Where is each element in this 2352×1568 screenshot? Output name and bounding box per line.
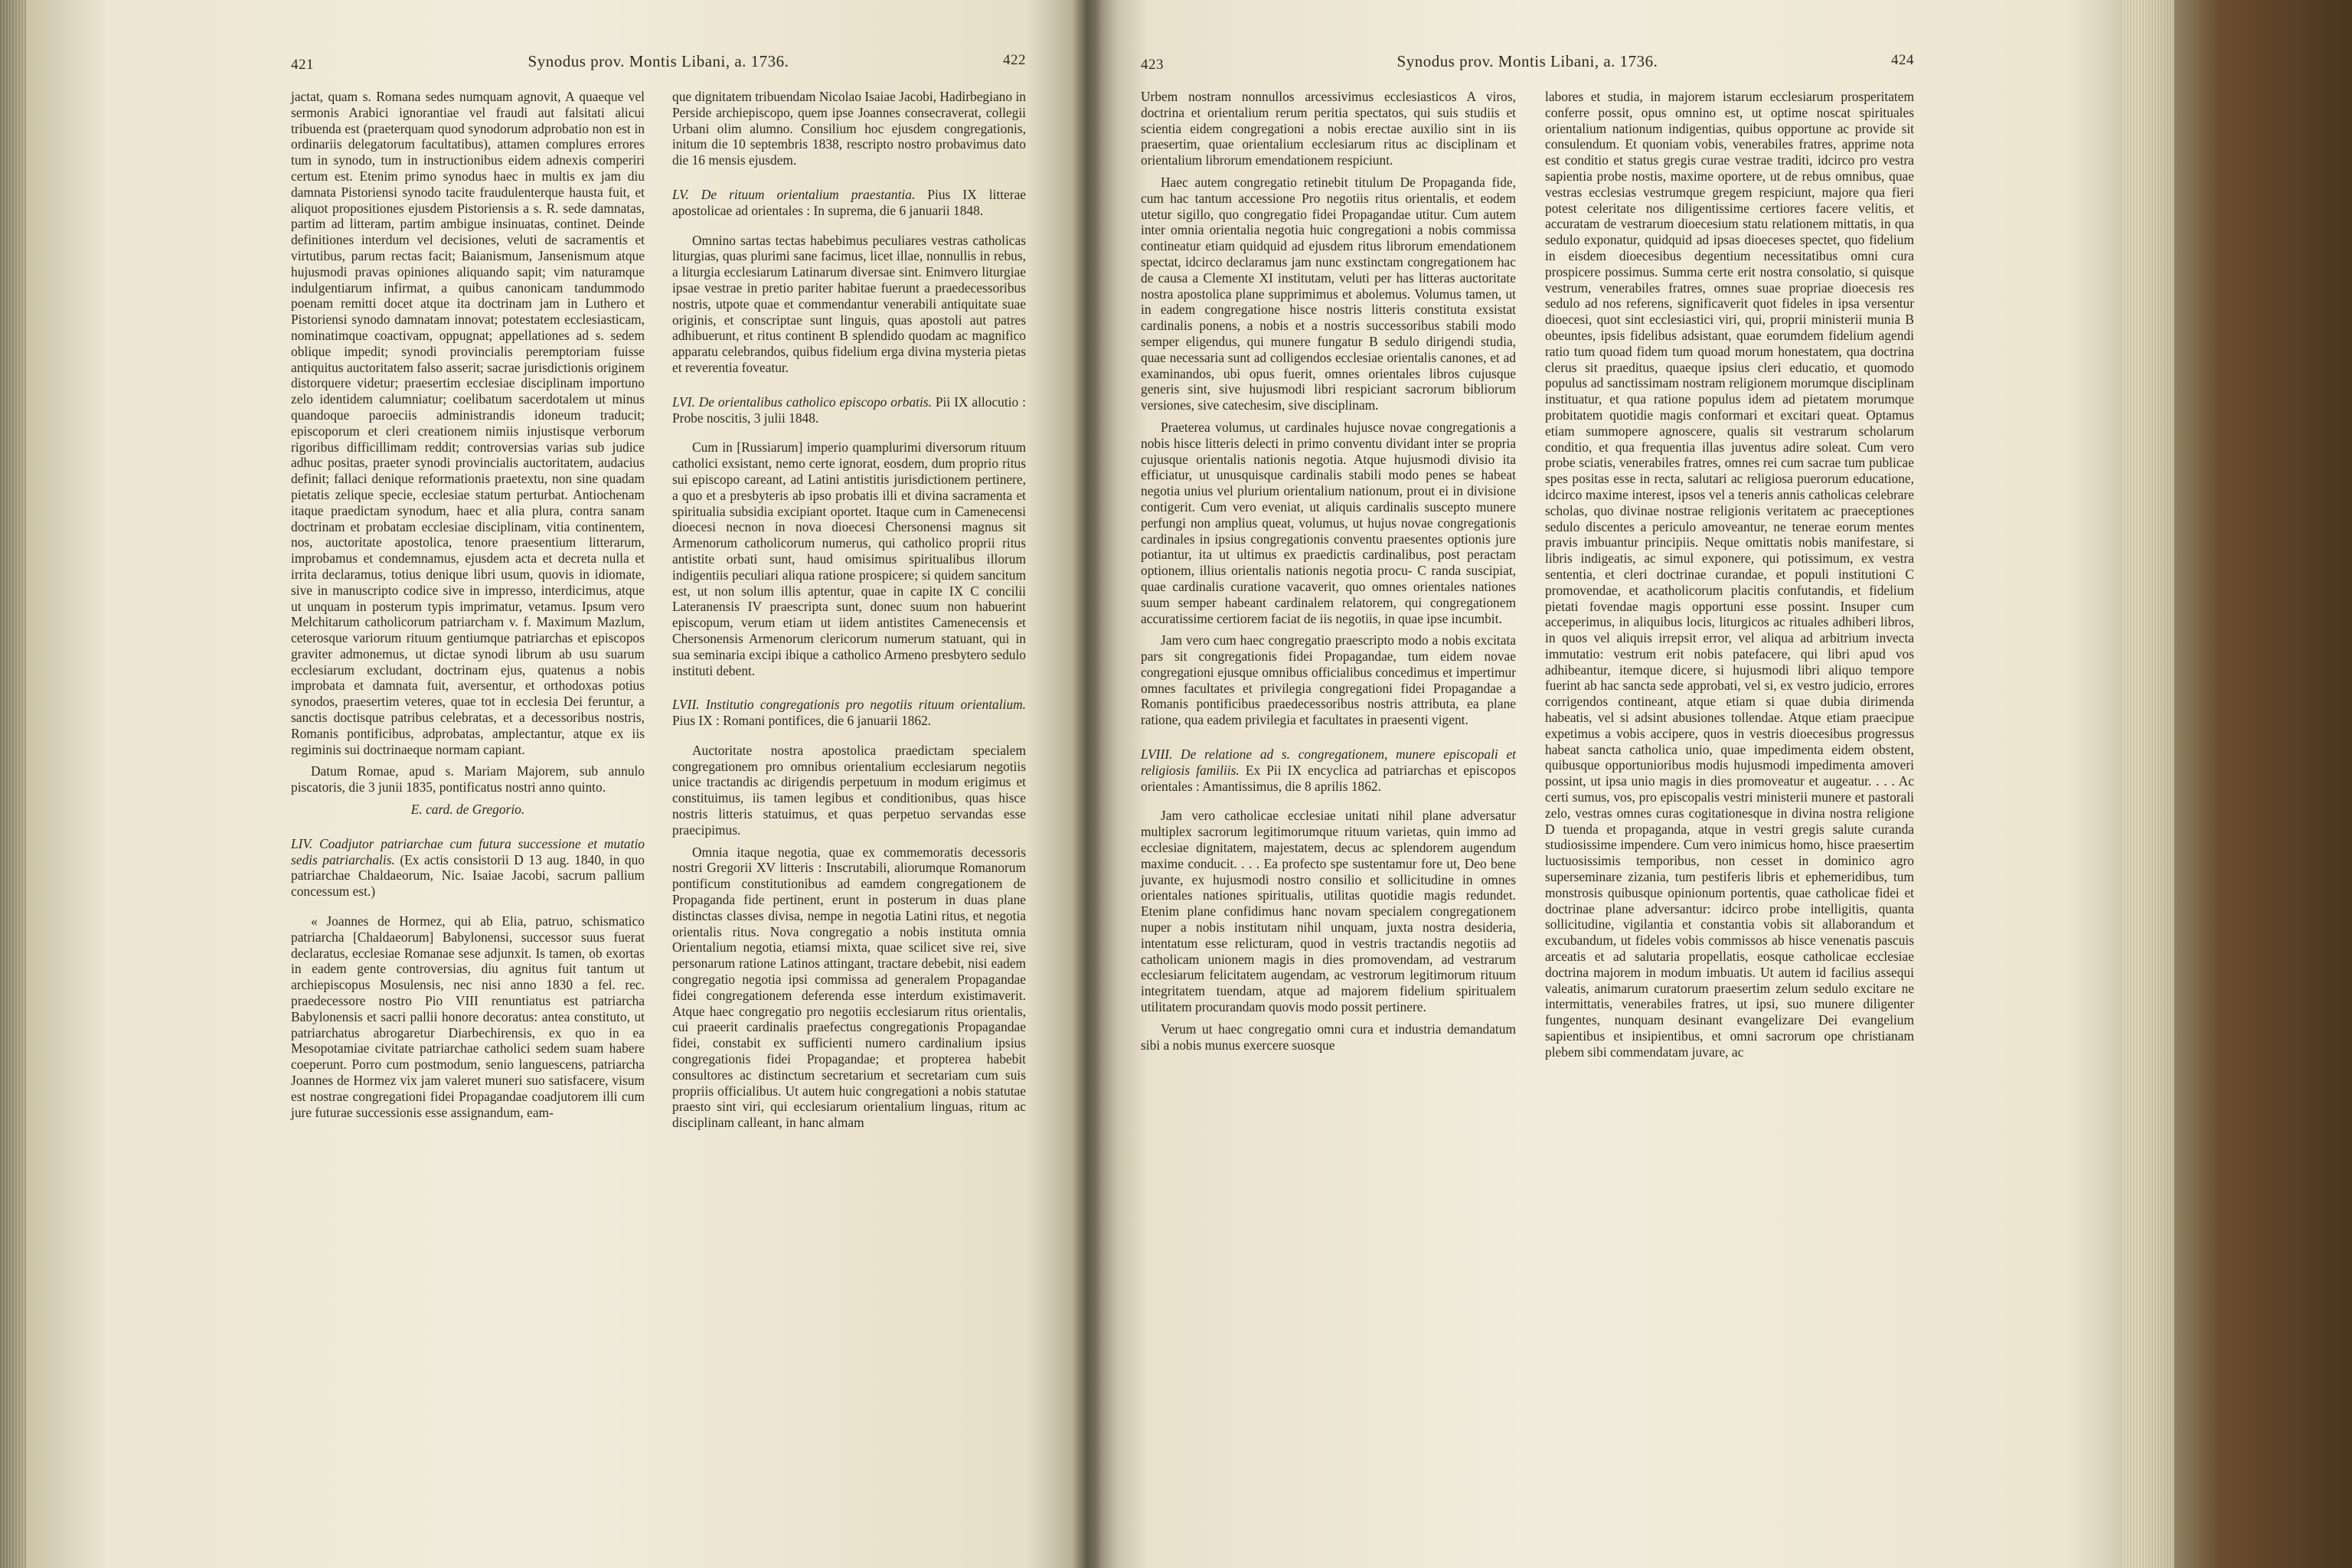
running-title: Synodus prov. Montis Libani, a. 1736.	[528, 52, 789, 70]
section-heading-source: Pius IX litterae apostolicae ad orientales : In suprema, die 6 januarii 1848.	[672, 186, 1027, 218]
paragraph: Urbem nostram nonnullos arcessivimus ecclesiasticos A viros, doctrina et orientalium rerum peritia spectatos, qui suis studiis et scientia eidem congregationi a nobis erectae auxilio sint in iis praesertim, quae orientalium ecclesiarum ritus ac disciplinam et orientalium librorum emendationem respiciunt.	[1141, 89, 1516, 168]
left-page	[291, 46, 1027, 1131]
paragraph: Auctoritate nostra apostolica praedictam specialem congregationem pro omnibus orientalium ecclesiarum negotiis unice tractandis ac dirigendis perpetuum in modum erigimus et constituimus, iis tamen legibus et conditionibus, quas hisce nostris litteris statuimus, et quas perpetuo servandas esse praecipimus.	[672, 742, 1026, 838]
right-page-edges	[2121, 0, 2174, 1568]
section-heading-title: LV. De rituum orientalium praestantia.	[672, 186, 916, 202]
text-column	[1141, 89, 1516, 1059]
running-title: Synodus prov. Montis Libani, a. 1736.	[1396, 52, 1658, 70]
text-column	[672, 89, 1026, 1137]
page-number: 423	[1141, 57, 1164, 73]
running-head	[1141, 46, 1914, 77]
section-heading-title: LIV. Coadjutor patriarchae cum futura successione et mutatio sedis patriarchalis.	[291, 835, 645, 867]
paragraph: Omnia itaque negotia, quae ex commemoratis decessoris nostri Gregorii XV litteris : Inscrutabili, aliorumque Romanorum pontificum constitutionibus ad eamdem congregationem de Propaganda fide pertinent, erunt in posterum in duas plane distinctas classes divisa, nempe in negotia Latini ritus, et negotia orientalis ritus. Nova congregatio a nobis instituta omnia Orientalium negotia, etiamsi mixta, quae scilicet sive rei, sive personarum ratione Latinos attingant, tractare debebit, nisi eadem congregatio negotia ipsi commissa ad generalem Propagandae fidei congregationem deferenda esse interdum existimaverit. Atque haec congregatio pro negotiis ecclesiarum ritus orientalis, cui praeerit cardinalis praefectus congregationis Propagandae fidei, constabit ex sufficienti numero cardinalium ipsius congregationis fidei Propagandae; et propterea habebit consultores ac distinctum secretarium et secretariam cum suis propriis officialibus. Ut autem huic congregationi a nobis statutae praesto sint viri, qui ecclesiarum orientalium linguas, ritum ac disciplinam calleant, in hanc almam	[672, 844, 1026, 1131]
page-number: 422	[1003, 52, 1026, 68]
paragraph: Haec autem congregatio retinebit titulum De Propaganda fide, cum hac tantum accessione Pro negotiis ritus orientalis, et eodem utetur sigillo, quo congregatio fidei Propagandae utitur. Cum autem inter omnia orientalia negotia huic congregationi a nobis commissa contineatur etiam quidquid ad ejusdem ritus librorum emendationem spectat, idcirco declaramus jam nunc exstinctam congregationem hac de causa a Clemente XI institutam, veluti per has litteras auctoritate nostra apostolica plane supprimimus et abolemus. Volumus tamen, ut in eadem congregatione hisce nostris litteris constituta exsistat cardinalis ponens, a nobis et a nostris successoribus stabili modo semper eligendus, qui munere fungatur B sedulo dirigendi studia, quae necessaria sunt ad colligendos ecclesiae orientalis canones, et ad examinandos, ubi opus fuerit, omnes orientales libros cujusque generis sint, sive hujusmodi libri respiciant sacrorum bibliorum versiones, sive catechesim, sive disciplinam.	[1141, 174, 1516, 413]
section-heading-title: LVIII. De relatione ad s. congregationem, munere episcopali et religiosis familiis.	[1141, 746, 1516, 778]
section-heading-source: Pii IX allocutio : Probe noscitis, 3 julii 1848.	[672, 394, 1026, 426]
section-heading-title: LVII. Institutio congregationis pro negotiis rituum orientalium.	[672, 697, 1026, 713]
paragraph: « Joannes de Hormez, qui ab Elia, patruo, schismatico patriarcha [Chaldaeorum] Babylonensi, successor suus fuerat declaratus, ecclesiae Romanae sese adjunxit. Is tamen, ob exortas in eadem gente controversias, diu agnitus fuit tantum ut archiepiscopus Mosulensis, nec nisi anno 1830 a fel. rec. praedecessore nostro Pio VIII renuntiatus est patriarcha Babylonensis et sacri pallii honore decoratus: antea constituto, ut patriarchatus abrogaretur Diarbechirensis, ex quo in ea Mesopotamiae civitate patriarchae catholici sedem suam habere coeperunt. Porro cum postmodum, senio languescens, patriarcha Joannes de Hormez vix jam valeret muneri suo satisfacere, visum est nostrae congregationi fidei Propagandae coadjutorem illi cum jure futurae successionis esse assignandum, eam-	[291, 913, 645, 1120]
text-column	[1545, 89, 1914, 1067]
paragraph: jactat, quam s. Romana sedes numquam agnovit, A quaeque vel sermonis Arabici ignorantiae vel fraudi aut falsitati alicui tribuenda est (praeterquam quod synodorum adprobatio non est in ordinariis delegatorum facultatibus), attamen complures errores tum in synodo, tum in instructionibus eidem adnexis comperiri certum est. Etenim primo synodus haec in multis ex jam diu damnata Pistoriensi synodo tacite fraudulenterque hausta fuit, et aliquot propositiones ejusdem Pistoriensis a s. R. sede damnatas, partim ad litteram, partim ambigue insinuatas, continet. Deinde definitiones interdum vel decisiones, veluti de sacramentis et virtutibus, parum rectas facit; Baianismum, Jansenismum atque hujusmodi pravas opiniones aliquando sapit; vim naturamque indulgentiarum infirmat, a quibus canonicam tandummodo poenam remitti docet atque ita doctrinam jam in Luthero et Pistoriensi synodo damnatam innovat; potestatem ecclesiasticam, nominatimque coactivam, oppugnat; appellationes ad s. sedem oblique impedit; synodi provincialis peremptoriam fuisse antiquitus auctoritatem falso asserit; sacrae jurisdictionis originem distorquere videtur; praesertim ecclesiae disciplinam importuno zelo identidem calumniatur; coelibatum sacerdotalem ut minus quandoque paroeciis administrandis idoneum traducit; episcoporum et cleri creationem nimiis injustisque verborum rigoribus difficillimam reddit; controversias varias sub judice adhuc positas, praeter synodi provincialis auctoritatem, audacius definit; fallaci denique reformationis praetextu, non sine quadam pietatis zelique specie, ecclesiae statum perturbat. Antiochenam itaque praedictam synodum, haec et alia plura, contra sanam doctrinam et probatam ecclesiae disciplinam, vitia continentem, nos, auctoritate apostolica, tenore praesentium litterarum, improbamus et condemnamus, ejusdem acta et decreta nulla et irrita declaramus, totius denique libri usum, quovis in idiomate, sive in manuscripto codice sive in impresso, interdicimus, atque ut unquam in posterum typis imprimatur, vetamus. Ipsum vero Melchitarum catholicorum patriarcham v. f. Maximum Mazlum, ceterosque variorum rituum gentiumque patriarchas et episcopos graviter admonemus, ut dictae synodi librum ab usu suarum ecclesiarum excludant, doctrinam ejus, quatenus a nobis improbata et damnata fuit, aversentur, et orthodoxas potius synodos, praesertim veteres, quae tot in ecclesia Dei feruntur, a sanctis doctisque patribus celebratas, et a decessoribus nostris, Romanis pontificibus, adprobatas, amplectantur, atque ex iis regiminis sui doctrinaeque normam capiant.	[291, 89, 645, 757]
text-column	[291, 89, 645, 1126]
paragraph: Cum in [Russiarum] imperio quamplurimi diversorum rituum catholici exsistant, nemo certe ignorat, eosdem, dum proprio ritus sui episcopo careant, ad Latini antistitis jurisdictionem pertinere, a quo et a presbyteris ab ipso probatis illi et divina sacramenta et spiritualia subsidia excipiant oportet. Itaque cum in Camenecensi dioecesi necnon in nova dioecesi Chersonensi magnus sit Armenorum catholicorum numerus, qui catholico proprii ritus antistite orbati sunt, haud omisimus spiritualibus illorum indigentiis peculiari aliqua ratione prospicere; si quidem sancitum est, ut non solum illis aptentur, quae in capite IX C concilii Lateranensis IV praescripta sunt, donec suum non habuerint episcopum, verum etiam ut iidem antistites Camenecensis et Chersonensis Armenorum clericorum numerum statuant, qui in sua seminaria excipi ibique a catholico Armeno presbytero sedulo instituti debent.	[672, 439, 1026, 678]
book-gutter	[1072, 0, 1118, 1568]
paragraph: Jam vero cum haec congregatio praescripto modo a nobis excitata pars sit congregationis fidei Propagandae, tum eidem novae congregationi ejusque omnibus officialibus concedimus et impertimur omnes facultates et privilegia congregationi fidei Propagandae a Romanis pontificibus praedecessoribus nostris attributa, ea plane ratione, qua eadem privilegia et facultates in praesenti vigent.	[1141, 632, 1516, 728]
section-heading	[672, 697, 1026, 729]
section-heading-source: (Ex actis consistorii D 13 aug. 1840, in quo patriarchae Chaldaeorum, Nic. Isaiae Jacobi, sacrum pallium concessum est.)	[291, 851, 645, 900]
section-heading	[672, 187, 1026, 219]
running-head	[291, 46, 1026, 77]
paragraph: Praeterea volumus, ut cardinales hujusce novae congregationis a nobis hisce litteris delecti in primo conventu dividant inter se propria cujusque orientalis nationis negotia. Atque hujusmodi divisio ita efficiatur, ut unusquisque cardinalis stabili modo penes se habeat negotia unius vel plurium orientalium nationum, prout ei in divisione contigerit. Cum vero eveniat, ut aliquis cardinalis suscepto munere perfungi non amplius queat, volumus, ut hujus novae congregationis cardinales in ipsius congregationis conventu praesentes optionis jure potiantur, ita ut ultimus ex praedictis cardinalibus, post peractam optionem, illius orientalis nationis negotia procu- C randa suscipiat, quae cardinalis curatione vacaverit, quo omnes orientales nationes suum semper habeant cardinalem relatorem, qui congregationem accuratissime certiorem faciat de iis negotiis, in quae ipse incumbit.	[1141, 419, 1516, 626]
section-heading	[291, 836, 645, 900]
paragraph: labores et studia, in majorem istarum ecclesiarum prosperitatem conferre possit, opus omnino est, ut optime noscat spirituales orientalium nationum indigentias, quibus opportune ac provide sit consulendum. Et quoniam vobis, venerabiles fratres, apprime nota est conditio et status gregis curae vestrae traditi, idcirco pro vestra sapientia probe nostis, maxime oportere, ut de rebus omnibus, quae vestras ecclesias vestrumque gregem respiciunt, majore qua fieri potest celeritate nos diligentissime certiores facere velitis, et accuratam de vestrarum dioecesium statu relationem mittatis, in qua sedulo exponatur, quidquid ad ipsas dioeceses spectet, quo fidelium in eisdem dioecesibus degentium necessitatibus omni cura prospicere possimus. Summa certe erit nostra consolatio, si quisque vestrum, venerabiles fratres, omnes suae propriae dioecesis res sedulo ad nos referens, significaverit quot fideles in ipsa versentur dioecesi, quot sint ecclesiastici viri, qui, proprii ministerii munia B obeuntes, ipsis fidelibus adsistant, quae eorumdem fidelium agendi ratio tum quoad fidem tum quoad morum honestatem, qua doctrina clerus sit praeditus, quaeque ipsius cleri educatio, et quomodo populus ad sanctissimam nostram religionem morumque disciplinam instituatur, et qua ratione populus idem ad pietatem morumque probitatem quotidie magis conformari et excitari queat. Optamus etiam summopere agnoscere, qualis sit vestrarum scholarum conditio, et qua frequentia illas juventus adire soleat. Cum vero probe sciatis, venerabiles fratres, omnes rei cum sacrae tum publicae spes positas esse in recta, salutari ac religiosa puerorum educatione, idcirco maxime interest, ipsos vel a teneris annis catholicas celebrare scholas, quo divinae nostrae religionis veritatem ac praeceptiones sedulo discentes a periculo amoveantur, ne tenerae eorum mentes pravis imbuantur principiis. Neque omittatis nobis manifestare, si libris indigeatis, ac simul exponere, qui potissimum, ex vestra sententia, et cleri doctrinae curandae, et populi institutioni C promovendae, et acatholicorum placitis confutandis, et fidelium pietati fovendae magis opportuni esse possint. Insuper cum acceperimus, in aliquibus locis, liturgicos ac rituales adhiberi libros, in quos vel aliquis irrepsit error, vel aliqua ad arbitrium invecta immutatio: vestrum erit nobis patefacere, qui libri apud vos adhibeantur, itemque dicere, si hujusmodi libri aliquo tempore fuerint ab hac sancta sede approbati, vel si, ex vestro judicio, errores corrigendos contineant, atque etiam si quae dubia dirimenda habeatis, vel si adsint abusiones tollendae. Atque etiam praecipue expetimus a vobis accipere, quos in vestris dioecesibus progressus habeat sancta catholica unio, quae impedimenta eidem obstent, quibusque opportunioribus modis hujusmodi impedimenta amoveri possint, ut ipsa unio magis in dies promoveatur et augeatur. . . . Ac certi sumus, vos, pro episcopalis vestri ministerii munere et pastorali zelo, vestras omnes curas cogitationesque in divina nostra religione D tuenda et propaganda, atque in vestri gregis salute curanda studiosissime impendere. Cum vero inimicus homo, hisce praesertim luctuosissimis temporibus, non cesset in dominico agro superseminare zizania, tum pestiferis libris et ephemeridibus, tum monstrosis quibusque opinionum portentis, quae catholicae fidei et doctrinae plane adversantur: idcirco probe intelligitis, quanta sollicitudine, vigilantia et constantia vobis sit allaborandum et excubandum, ut fideles vobis commissos ab hisce venenatis pascuis arceatis et ad salutaria propellatis, eosque catholicae ecclesiae doctrina majorem in modum imbuatis. Ut autem id facilius assequi valeatis, animarum curatorum praesertim zelum sedulo excitare ne intermittatis, venerabiles fratres, ut ipsi, suo munere diligenter fungentes, nunquam desinant evangelizare Dei evangelium sapientibus et insipientibus, et omni sacrorum ope christianam plebem sibi commendatam juvare, ac	[1545, 89, 1914, 1060]
section-heading-source: Ex Pii IX encyclica ad patriarchas et episcopos orientales : Amantissimus, die 8 aprilis 1862.	[1141, 762, 1516, 794]
section-heading	[1141, 746, 1516, 794]
page-number: 424	[1891, 52, 1914, 68]
paragraph: Verum ut haec congregatio omni cura et industria demandatum sibi a nobis munus exercere suosque	[1141, 1021, 1516, 1053]
paragraph: Jam vero catholicae ecclesiae unitati nihil plane adversatur multiplex sacrorum legitimorumque rituum varietas, quin immo ad ecclesiae dignitatem, majestatem, decus ac splendorem augendum maxime conducit. . . . Ea profecto spe sustentamur fore ut, Deo bene juvante, ex hujusmodi nostro consilio et sollicitudine in omnes orientales nationes spiritualis, utilitas quotidie magis redundet. Etenim plane confidimus hanc novam specialem congregationem nuper a nobis institutam nihil unquam, juxta nostra desideria, intentatum esse relicturam, quod in vestris tractandis negotiis ad catholicam unionem magis in dies promovendam, ad vestrarum ecclesiarum felicitatem augendam, ac vestrorum legitimorum rituum integritatem tuendam, atque ad majorem fidelium spiritualem utilitatem procurandam quovis modo possit pertinere.	[1141, 808, 1516, 1015]
right-page	[1141, 46, 1914, 1060]
paragraph: Omnino sartas tectas habebimus peculiares vestras catholicas liturgias, quas plurimi sane facimus, licet illae, nonnullis in rebus, a liturgia ecclesiarum Latinarum diversae sint. Enimvero liturgiae ipsae vestrae in pretio pariter habitae fuerunt a praedecessoribus nostris, utpote quae et commendantur venerabili antiquitate suae originis, et conscriptae sunt linguis, quas apostoli aut patres adhibuerunt, et ritus continent B splendido quodam ac magnifico apparatu celebrandos, quibus fidelium erga divina mysteria pietas et reverentia foveatur.	[672, 232, 1026, 375]
section-heading	[672, 394, 1026, 426]
signature: E. card. de Gregorio.	[410, 802, 525, 818]
page-number: 421	[291, 57, 314, 73]
section-heading-source: Pius IX : Romani pontifices, die 6 januarii 1862.	[672, 713, 932, 729]
paragraph: Datum Romae, apud s. Mariam Majorem, sub annulo piscatoris, die 3 junii 1835, pontificatus nostri anno quinto.	[291, 763, 645, 795]
section-heading-title: LVI. De orientalibus catholico episcopo orbatis.	[672, 394, 932, 410]
paragraph: que dignitatem tribuendam Nicolao Isaiae Jacobi, Hadirbegiano in Perside archiepiscopo, quem ipse Joannes consecraverat, collegii Urbani olim alumno. Consilium hoc ejusdem congregationis, initum die 10 septembris 1838, rescripto nostro probavimus dato die 16 mensis ejusdem.	[672, 89, 1026, 168]
left-page-edges	[0, 0, 26, 1568]
